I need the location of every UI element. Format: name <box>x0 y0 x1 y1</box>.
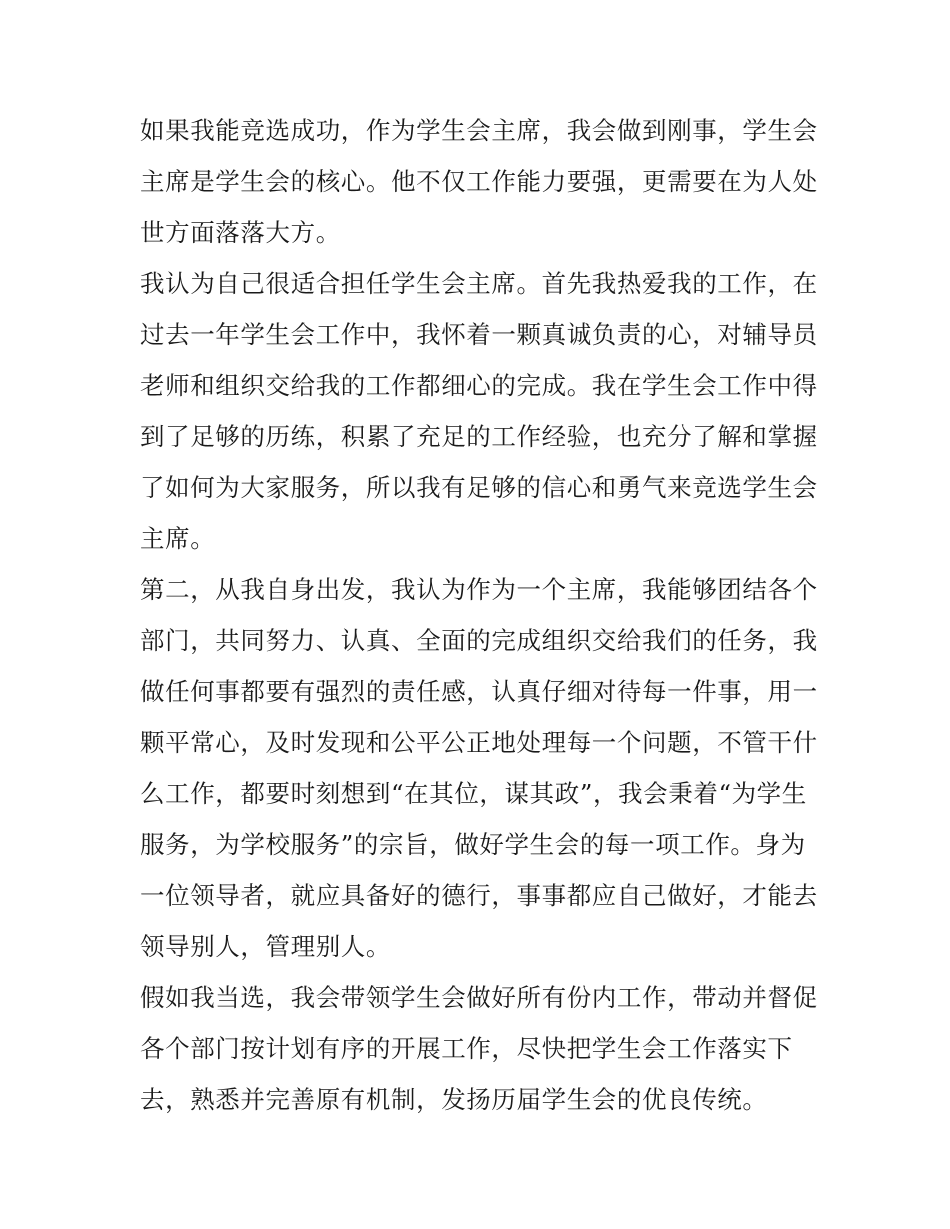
text-line: 么工作，都要时刻想到“在其位，谋其政”，我会秉着“为学生 <box>140 779 807 808</box>
text-line: 第二，从我自身出发，我认为作为一个主席，我能够团结各个 <box>140 575 818 604</box>
text-line: 我认为自己很适合担任学生会主席。首先我热爱我的工作，在 <box>140 269 818 298</box>
text-line: 各个部门按计划有序的开展工作，尽快把学生会工作落实下 <box>140 1034 793 1063</box>
text-line: 服务，为学校服务”的宗旨，做好学生会的每一项工作。身为 <box>140 830 806 859</box>
text-line: 过去一年学生会工作中，我怀着一颗真诚负责的心，对辅导员 <box>140 320 818 349</box>
text-line: 去，熟悉并完善原有机制，发扬历届学生会的优良传统。 <box>140 1085 768 1114</box>
text-line: 颗平常心，及时发现和公平公正地处理每一个问题，不管干什 <box>140 728 818 757</box>
text-line: 部门，共同努力、认真、全面的完成组织交给我们的任务，我 <box>140 626 818 655</box>
text-line: 到了足够的历练，积累了充足的工作经验，也充分了解和掌握 <box>140 422 818 451</box>
text-line: 了如何为大家服务，所以我有足够的信心和勇气来竞选学生会 <box>140 473 818 502</box>
text-line: 假如我当选，我会带领学生会做好所有份内工作，带动并督促 <box>140 983 818 1012</box>
text-line: 如果我能竞选成功，作为学生会主席，我会做到刚事，学生会 <box>140 116 818 145</box>
text-line: 主席。 <box>140 524 216 553</box>
text-line: 主席是学生会的核心。他不仅工作能力要强，更需要在为人处 <box>140 167 818 196</box>
text-line: 世方面落落大方。 <box>140 218 341 247</box>
text-line: 一位领导者，就应具备好的德行，事事都应自己做好，才能去 <box>140 881 818 910</box>
text-line: 老师和组织交给我的工作都细心的完成。我在学生会工作中得 <box>140 371 818 400</box>
document-body <box>140 105 820 1125</box>
text-line: 领导别人，管理别人。 <box>140 932 391 961</box>
text-line: 做任何事都要有强烈的责任感，认真仔细对待每一件事，用一 <box>140 677 818 706</box>
